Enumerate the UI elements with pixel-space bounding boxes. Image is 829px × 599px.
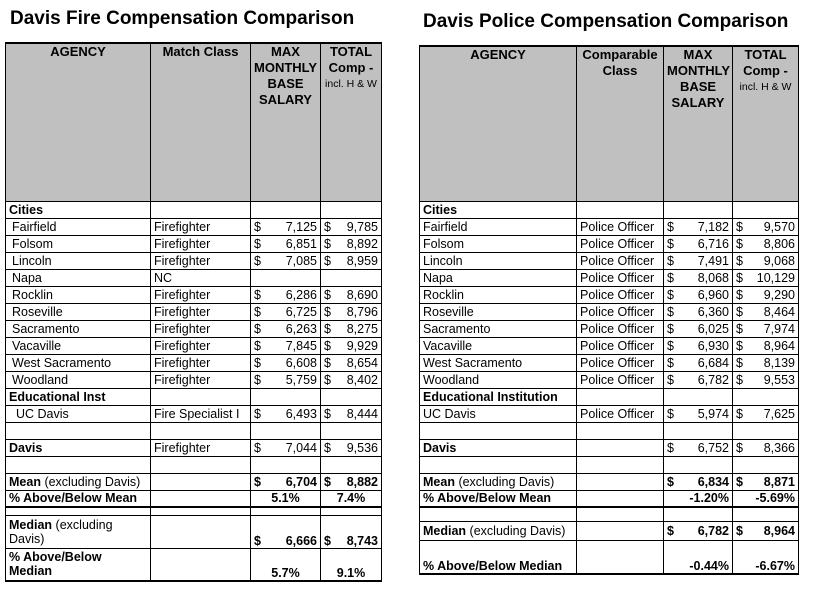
currency-symbol: $ [667, 304, 674, 319]
table-row [420, 286, 799, 303]
fire-city-base: 6,851 [285, 236, 317, 251]
fire-pct-mean-total: 7.4% [321, 490, 382, 507]
police-median-row [420, 521, 799, 540]
fire-edu-base: 6,493 [285, 406, 317, 421]
currency-symbol: $ [667, 219, 674, 234]
police-pct-median-total: -6.67% [733, 540, 799, 574]
fire-table [5, 42, 382, 582]
fire-city-total: 9,785 [346, 219, 378, 234]
fire-davis-row [6, 439, 382, 456]
fire-median-note: (excluding [55, 517, 113, 532]
police-city-class: Police Officer [577, 218, 664, 235]
currency-symbol: $ [667, 321, 674, 336]
table-row [420, 371, 799, 388]
currency-symbol: $ [324, 236, 331, 251]
table-row [6, 354, 382, 371]
currency-symbol: $ [667, 474, 674, 489]
fire-city-total: 8,796 [346, 304, 378, 319]
fire-median-label [6, 515, 151, 548]
currency-symbol: $ [324, 533, 331, 548]
fire-city-agency: Roseville [6, 303, 151, 320]
police-city-agency: Rocklin [420, 286, 577, 303]
table-row [420, 405, 799, 422]
fire-mean-total: 8,882 [346, 474, 378, 489]
police-city-agency: Napa [420, 269, 577, 286]
police-city-base: 6,360 [697, 304, 729, 319]
currency-symbol: $ [254, 355, 261, 370]
fire-pct-median-total: 9.1% [321, 548, 382, 581]
fire-header-total-note: incl. H & W [325, 78, 377, 90]
table-row [420, 337, 799, 354]
table-row [420, 252, 799, 269]
fire-city-total: 8,959 [346, 253, 378, 268]
currency-symbol: $ [667, 270, 674, 285]
police-city-total: 9,068 [763, 253, 795, 268]
fire-edu-class: Fire Specialist I [151, 405, 251, 422]
currency-symbol: $ [736, 338, 743, 353]
police-pct-mean-base: -1.20% [664, 490, 733, 507]
police-city-class: Police Officer [577, 252, 664, 269]
fire-city-base: 7,845 [285, 338, 317, 353]
fire-city-agency: West Sacramento [6, 354, 151, 371]
fire-pct-median-base: 5.7% [251, 548, 321, 581]
fire-city-class: Firefighter [151, 235, 251, 252]
police-city-class: Police Officer [577, 320, 664, 337]
fire-cities-label: Cities [6, 201, 151, 218]
fire-median-title: Median [9, 517, 53, 532]
currency-symbol: $ [324, 440, 331, 455]
police-city-base: 8,068 [697, 270, 729, 285]
table-row [420, 269, 799, 286]
police-cities-label-row [420, 201, 799, 218]
fire-header-total-label: TOTAL Comp - [328, 44, 374, 75]
fire-city-class: Firefighter [151, 320, 251, 337]
currency-symbol: $ [736, 474, 743, 489]
table-row [6, 405, 382, 422]
police-city-base: 7,491 [697, 253, 729, 268]
currency-symbol: $ [736, 219, 743, 234]
currency-symbol: $ [254, 440, 261, 455]
police-mean-note: (excluding Davis) [458, 474, 555, 489]
police-city-agency: Woodland [420, 371, 577, 388]
currency-symbol: $ [736, 270, 743, 285]
fire-pct-median-label [6, 548, 151, 581]
police-header-base: MAX MONTHLY BASE SALARY [664, 46, 733, 201]
police-pct-mean-row [420, 490, 799, 507]
currency-symbol: $ [736, 355, 743, 370]
police-median-note: (excluding Davis) [469, 523, 566, 538]
police-header-total-label: TOTAL Comp - [743, 47, 788, 78]
police-city-total: 8,464 [763, 304, 795, 319]
police-city-total: 8,964 [763, 338, 795, 353]
fire-median-note2: Davis) [9, 531, 45, 546]
fire-city-agency: Rocklin [6, 286, 151, 303]
police-median-title: Median [423, 523, 467, 538]
fire-city-class: Firefighter [151, 252, 251, 269]
fire-city-agency: Lincoln [6, 252, 151, 269]
police-city-total: 9,290 [763, 287, 795, 302]
fire-pct-mean-row [6, 490, 382, 507]
police-edu-label: Educational Institution [420, 388, 577, 405]
table-row [420, 354, 799, 371]
police-edu-total: 7,625 [763, 406, 795, 421]
police-pct-median-base: -0.44% [664, 540, 733, 574]
fire-median-total: 8,743 [346, 533, 378, 548]
fire-edu-label: Educational Inst [6, 388, 151, 405]
police-mean-base: 6,834 [697, 474, 729, 489]
fire-city-agency: Sacramento [6, 320, 151, 337]
police-city-base: 6,684 [697, 355, 729, 370]
fire-cities-label-row [6, 201, 382, 218]
fire-pct-median-title2: Median [9, 564, 53, 579]
fire-city-class: Firefighter [151, 286, 251, 303]
police-header-total [733, 46, 799, 201]
currency-symbol: $ [736, 236, 743, 251]
table-row [6, 320, 382, 337]
fire-city-base: 7,125 [285, 219, 317, 234]
currency-symbol: $ [736, 253, 743, 268]
fire-city-base: 5,759 [285, 372, 317, 387]
fire-city-agency: Folsom [6, 235, 151, 252]
fire-davis-agency: Davis [6, 439, 151, 456]
fire-title: Davis Fire Compensation Comparison [10, 8, 355, 29]
police-davis-total: 8,366 [763, 440, 795, 455]
fire-header-agency: AGENCY [6, 43, 151, 201]
fire-pct-median-title: % Above/Below [9, 550, 102, 565]
fire-city-class: Firefighter [151, 354, 251, 371]
currency-symbol: $ [736, 287, 743, 302]
fire-city-base: 7,085 [285, 253, 317, 268]
police-mean-title: Mean [423, 474, 455, 489]
police-city-agency: West Sacramento [420, 354, 577, 371]
police-city-agency: Fairfield [420, 218, 577, 235]
currency-symbol: $ [736, 440, 743, 455]
currency-symbol: $ [324, 287, 331, 302]
fire-city-total: 8,275 [346, 321, 378, 336]
fire-edu-agency: UC Davis [6, 405, 151, 422]
currency-symbol: $ [736, 304, 743, 319]
table-row [6, 218, 382, 235]
fire-cities-body [6, 218, 382, 388]
fire-mean-title: Mean [9, 474, 41, 489]
currency-symbol: $ [667, 372, 674, 387]
fire-header-total [321, 43, 382, 201]
currency-symbol: $ [324, 304, 331, 319]
police-city-total: 8,806 [763, 236, 795, 251]
table-row [6, 303, 382, 320]
currency-symbol: $ [667, 338, 674, 353]
police-header-row [420, 46, 799, 201]
currency-symbol: $ [254, 219, 261, 234]
police-davis-base: 6,752 [697, 440, 729, 455]
police-davis-row [420, 439, 799, 456]
police-pct-mean-label: % Above/Below Mean [420, 490, 577, 507]
fire-edu-total: 8,444 [346, 406, 378, 421]
police-cities-label: Cities [420, 201, 577, 218]
police-city-total: 9,570 [763, 219, 795, 234]
police-city-class: Police Officer [577, 303, 664, 320]
currency-symbol: $ [254, 338, 261, 353]
currency-symbol: $ [324, 253, 331, 268]
fire-city-class: NC [151, 269, 251, 286]
fire-mean-label [6, 473, 151, 490]
police-city-total: 7,974 [763, 321, 795, 336]
fire-city-class: Firefighter [151, 303, 251, 320]
currency-symbol: $ [324, 321, 331, 336]
police-city-agency: Roseville [420, 303, 577, 320]
table-row [420, 218, 799, 235]
police-city-base: 6,930 [697, 338, 729, 353]
currency-symbol: $ [254, 287, 261, 302]
currency-symbol: $ [667, 523, 674, 538]
fire-median-base: 6,666 [285, 533, 317, 548]
currency-symbol: $ [254, 372, 261, 387]
police-pct-median-row [420, 540, 799, 574]
currency-symbol: $ [667, 253, 674, 268]
table-row [6, 337, 382, 354]
currency-symbol: $ [667, 406, 674, 421]
fire-davis-total: 9,536 [346, 440, 378, 455]
police-header-total-note: incl. H & W [739, 81, 792, 93]
fire-mean-row [6, 473, 382, 490]
fire-city-class: Firefighter [151, 218, 251, 235]
fire-header-class: Match Class [151, 43, 251, 201]
fire-davis-base: 7,044 [285, 440, 317, 455]
fire-city-agency: Vacaville [6, 337, 151, 354]
fire-city-total: 8,690 [346, 287, 378, 302]
fire-city-class: Firefighter [151, 371, 251, 388]
fire-header-row [6, 43, 382, 201]
police-pct-median-label: % Above/Below Median [420, 540, 577, 574]
currency-symbol: $ [324, 338, 331, 353]
table-row [420, 235, 799, 252]
currency-symbol: $ [254, 253, 261, 268]
police-city-base: 6,782 [697, 372, 729, 387]
police-davis-class [577, 439, 664, 456]
police-city-class: Police Officer [577, 337, 664, 354]
fire-mean-base: 6,704 [285, 474, 317, 489]
police-header-agency: AGENCY [420, 46, 577, 201]
table-row [6, 235, 382, 252]
police-city-class: Police Officer [577, 269, 664, 286]
fire-median-row [6, 515, 382, 548]
currency-symbol: $ [324, 372, 331, 387]
fire-city-total: 8,654 [346, 355, 378, 370]
fire-pct-mean-base: 5.1% [251, 490, 321, 507]
fire-city-agency: Woodland [6, 371, 151, 388]
currency-symbol: $ [736, 523, 743, 538]
police-header-class: Comparable Class [577, 46, 664, 201]
currency-symbol: $ [667, 355, 674, 370]
table-row [6, 371, 382, 388]
police-city-base: 6,025 [697, 321, 729, 336]
police-city-base: 6,716 [697, 236, 729, 251]
police-city-total: 9,553 [763, 372, 795, 387]
fire-city-total: 8,892 [346, 236, 378, 251]
table-row [6, 252, 382, 269]
police-median-base: 6,782 [697, 523, 729, 538]
police-city-base: 6,960 [697, 287, 729, 302]
police-mean-total: 8,871 [763, 474, 795, 489]
police-title: Davis Police Compensation Comparison [423, 11, 789, 32]
table-row [420, 303, 799, 320]
police-city-agency: Sacramento [420, 320, 577, 337]
police-edu-class: Police Officer [577, 405, 664, 422]
currency-symbol: $ [254, 406, 261, 421]
police-city-agency: Vacaville [420, 337, 577, 354]
police-median-label [420, 521, 577, 540]
fire-mean-note: (excluding Davis) [44, 474, 141, 489]
police-city-total: 8,139 [763, 355, 795, 370]
police-city-class: Police Officer [577, 235, 664, 252]
police-cities-body [420, 218, 799, 388]
table-row [420, 320, 799, 337]
fire-pct-mean-label: % Above/Below Mean [6, 490, 151, 507]
police-median-total: 8,964 [763, 523, 795, 538]
police-mean-label [420, 473, 577, 490]
police-edu-label-row [420, 388, 799, 405]
police-city-base: 7,182 [697, 219, 729, 234]
currency-symbol: $ [736, 372, 743, 387]
currency-symbol: $ [667, 287, 674, 302]
currency-symbol: $ [254, 304, 261, 319]
fire-pct-median-row [6, 548, 382, 581]
police-edu-base: 5,974 [697, 406, 729, 421]
police-city-agency: Folsom [420, 235, 577, 252]
currency-symbol: $ [254, 474, 261, 489]
fire-city-base: 6,608 [285, 355, 317, 370]
fire-city-agency: Fairfield [6, 218, 151, 235]
fire-davis-class: Firefighter [151, 439, 251, 456]
currency-symbol: $ [254, 533, 261, 548]
fire-city-base: 6,263 [285, 321, 317, 336]
currency-symbol: $ [736, 406, 743, 421]
fire-city-base: 6,725 [285, 304, 317, 319]
police-city-agency: Lincoln [420, 252, 577, 269]
currency-symbol: $ [324, 474, 331, 489]
police-table [419, 45, 799, 575]
currency-symbol: $ [667, 236, 674, 251]
police-edu-agency: UC Davis [420, 405, 577, 422]
police-city-class: Police Officer [577, 286, 664, 303]
police-city-class: Police Officer [577, 371, 664, 388]
table-row [6, 286, 382, 303]
currency-symbol: $ [254, 321, 261, 336]
fire-city-agency: Napa [6, 269, 151, 286]
fire-header-base: MAX MONTHLY BASE SALARY [251, 43, 321, 201]
police-city-class: Police Officer [577, 354, 664, 371]
police-pct-mean-total: -5.69% [733, 490, 799, 507]
currency-symbol: $ [324, 355, 331, 370]
currency-symbol: $ [324, 406, 331, 421]
currency-symbol: $ [667, 440, 674, 455]
police-mean-row [420, 473, 799, 490]
table-row [6, 269, 382, 286]
currency-symbol: $ [254, 236, 261, 251]
fire-city-total: 8,402 [346, 372, 378, 387]
fire-city-base: 6,286 [285, 287, 317, 302]
fire-edu-label-row [6, 388, 382, 405]
police-city-total: 10,129 [756, 270, 795, 285]
currency-symbol: $ [736, 321, 743, 336]
currency-symbol: $ [324, 219, 331, 234]
fire-city-class: Firefighter [151, 337, 251, 354]
fire-city-total: 9,929 [346, 338, 378, 353]
police-davis-agency: Davis [420, 439, 577, 456]
